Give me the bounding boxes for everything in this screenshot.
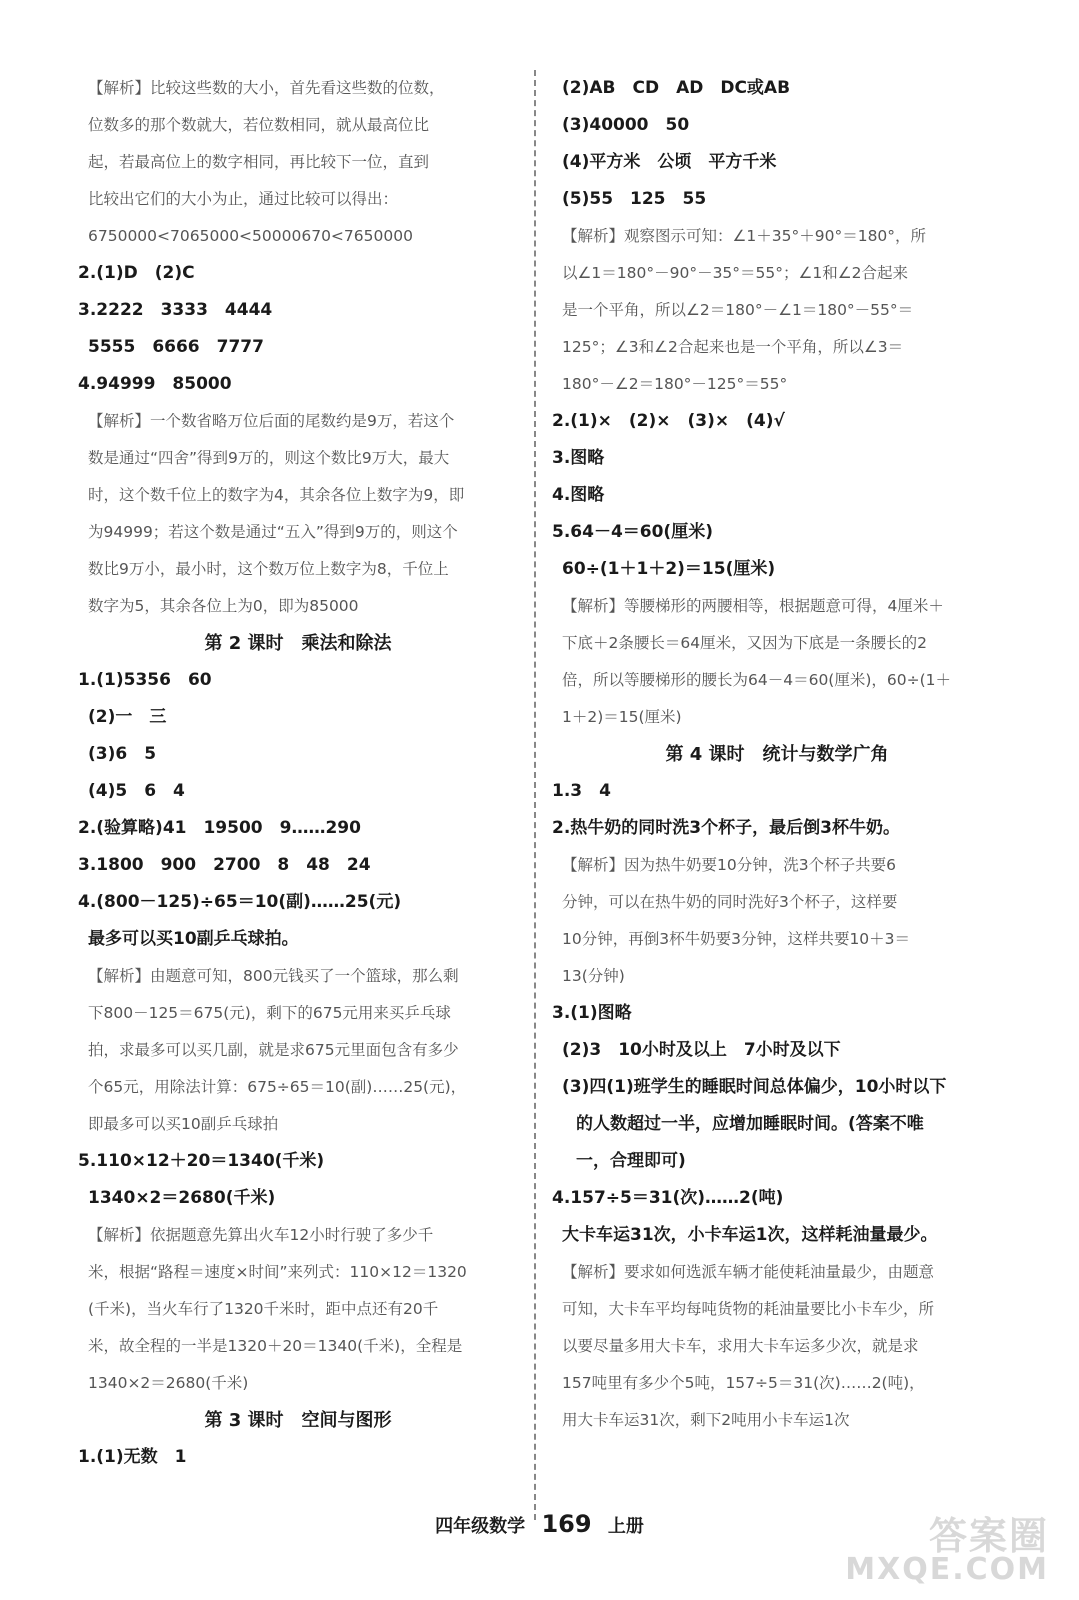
answer-line: 一，合理即可) <box>576 1151 686 1171</box>
analysis-line: 比较出它们的大小为止，通过比较可以得出： <box>88 190 399 208</box>
right-column <box>552 70 1002 1439</box>
section-heading: 第 4 课时 统计与数学广角 <box>665 744 889 765</box>
analysis-line: 以∠1＝180°－90°－35°＝55°；∠1和∠2合起来 <box>562 264 909 282</box>
answer-line: 4.(800－125)÷65＝10(副)……25(元) <box>78 892 402 912</box>
analysis-line: 【解析】因为热牛奶要10分钟，洗3个杯子共要6 <box>562 856 896 874</box>
analysis-line: 【解析】要求如何选派车辆才能使耗油量最少，由题意 <box>562 1263 935 1281</box>
answer-line: 最多可以买10副乒乓球拍。 <box>88 929 299 949</box>
answer-line: 3.图略 <box>552 448 605 468</box>
answer-line: 1340×2＝2680(千米) <box>88 1188 276 1208</box>
answer-line: 2.(1)× (2)× (3)× (4)√ <box>552 411 785 431</box>
analysis-line: 下800－125＝675(元)，剩下的675元用来买乒乓球 <box>88 1004 451 1022</box>
answer-line: 60÷(1＋1＋2)＝15(厘米) <box>562 559 776 579</box>
answer-line: 5.64－4＝60(厘米) <box>552 522 713 542</box>
answer-line: (2)一 三 <box>88 707 167 727</box>
answer-line: 3.(1)图略 <box>552 1003 632 1023</box>
analysis-line: 起，若最高位上的数字相同，再比较下一位，直到 <box>88 153 430 171</box>
analysis-line: 位数多的那个数就大，若位数相同，就从最高位比 <box>88 116 430 134</box>
answer-line: 1.(1)5356 60 <box>78 670 212 690</box>
section-heading: 第 3 课时 空间与图形 <box>204 1410 392 1431</box>
analysis-line: 【解析】由题意可知，800元钱买了一个篮球，那么剩 <box>88 967 459 985</box>
analysis-line: 倍，所以等腰梯形的腰长为64－4＝60(厘米)，60÷(1＋ <box>562 671 952 689</box>
analysis-line: 157吨里有多少个5吨，157÷5＝31(次)……2(吨)， <box>562 1374 925 1392</box>
analysis-line: 以要尽量多用大卡车，求用大卡车运多少次，就是求 <box>562 1337 919 1355</box>
analysis-line: 用大卡车运31次，剩下2吨用小卡车运1次 <box>562 1411 850 1429</box>
analysis-line: 数比9万小，最小时，这个数万位上数字为8，千位上 <box>88 560 449 578</box>
answer-line: (3)6 5 <box>88 744 157 764</box>
analysis-line: 125°；∠3和∠2合起来也是一个平角，所以∠3＝ <box>562 338 904 356</box>
answer-line: 1.3 4 <box>552 781 611 801</box>
analysis-line: 1＋2)＝15(厘米) <box>562 708 682 726</box>
answer-line: 1.(1)无数 1 <box>78 1447 187 1467</box>
analysis-line: 下底＋2条腰长＝64厘米，又因为下底是一条腰长的2 <box>562 634 927 652</box>
analysis-line: 【解析】观察图示可知：∠1＋35°＋90°＝180°，所 <box>562 227 927 245</box>
answer-line: 的人数超过一半，应增加睡眠时间。(答案不唯 <box>576 1114 924 1134</box>
answer-line: 2.热牛奶的同时洗3个杯子，最后倒3杯牛奶。 <box>552 818 900 838</box>
answer-line: 5.110×12＋20＝1340(千米) <box>78 1151 325 1171</box>
watermark-url: MXQE.COM <box>845 1552 1049 1587</box>
analysis-line: 个65元，用除法计算：675÷65＝10(副)……25(元)， <box>88 1078 467 1096</box>
answer-line: 3.1800 900 2700 8 48 24 <box>78 855 371 875</box>
analysis-line: 分钟，可以在热牛奶的同时洗好3个杯子，这样要 <box>562 893 898 911</box>
analysis-line: 即最多可以买10副乒乓球拍 <box>88 1115 279 1133</box>
page-number: 169 <box>541 1510 592 1538</box>
answer-line: 4.94999 85000 <box>78 374 232 394</box>
column-divider <box>534 70 536 1520</box>
analysis-line: 为94999；若这个数是通过“五入”得到9万的，则这个 <box>88 523 458 541</box>
answer-line: (2)AB CD AD DC或AB <box>562 78 791 98</box>
analysis-line: 数字为5，其余各位上为0，即为85000 <box>88 597 359 615</box>
analysis-line: 是一个平角，所以∠2＝180°－∠1＝180°－55°＝ <box>562 301 914 319</box>
answer-line: 5555 6666 7777 <box>88 337 264 357</box>
analysis-line: 时，这个数千位上的数字为4，其余各位上数字为9，即 <box>88 486 465 504</box>
analysis-line: 【解析】等腰梯形的两腰相等，根据题意可得，4厘米＋ <box>562 597 944 615</box>
answer-line: (2)3 10小时及以上 7小时及以下 <box>562 1040 841 1060</box>
footer-subject: 四年级数学 <box>435 1516 526 1537</box>
answer-line: (5)55 125 55 <box>562 189 707 209</box>
answer-line: 大卡车运31次，小卡车运1次，这样耗油量最少。 <box>562 1225 938 1245</box>
section-heading: 第 2 课时 乘法和除法 <box>204 633 392 654</box>
answer-line: 2.(验算略)41 19500 9……290 <box>78 818 361 838</box>
analysis-line: 13(分钟) <box>562 967 625 985</box>
analysis-line: 1340×2＝2680(千米) <box>88 1374 249 1392</box>
answer-line: (4)平方米 公顷 平方千米 <box>562 152 777 172</box>
footer-volume: 上册 <box>607 1516 644 1537</box>
analysis-line: 【解析】依据题意先算出火车12小时行驶了多少千 <box>88 1226 434 1244</box>
answer-line: 4.图略 <box>552 485 605 505</box>
watermark-logo: 答案圈 <box>928 1514 1049 1558</box>
answer-line: 2.(1)D (2)C <box>78 263 195 283</box>
analysis-line: 6750000<7065000<50000670<7650000 <box>88 227 413 245</box>
answer-line: 3.2222 3333 4444 <box>78 300 273 320</box>
answer-line: (3)四(1)班学生的睡眠时间总体偏少，10小时以下 <box>562 1077 947 1097</box>
analysis-line: 【解析】比较这些数的大小，首先看这些数的位数， <box>88 79 445 97</box>
answer-line: 4.157÷5＝31(次)……2(吨) <box>552 1188 784 1208</box>
left-column <box>78 70 518 1476</box>
page-footer <box>0 1510 1079 1538</box>
analysis-line: 米，故全程的一半是1320＋20＝1340(千米)，全程是 <box>88 1337 463 1355</box>
analysis-line: 10分钟，再倒3杯牛奶要3分钟，这样共要10＋3＝ <box>562 930 911 948</box>
analysis-line: 数是通过“四舍”得到9万的，则这个数比9万大，最大 <box>88 449 450 467</box>
analysis-line: 拍，求最多可以买几副，就是求675元里面包含有多少 <box>88 1041 459 1059</box>
analysis-line: 【解析】一个数省略万位后面的尾数约是9万，若这个 <box>88 412 455 430</box>
analysis-line: (千米)，当火车行了1320千米时，距中点还有20千 <box>88 1300 439 1318</box>
analysis-line: 可知，大卡车平均每吨货物的耗油量要比小卡车少，所 <box>562 1300 935 1318</box>
analysis-line: 米，根据“路程＝速度×时间”来列式：110×12＝1320 <box>88 1263 467 1281</box>
answer-line: (4)5 6 4 <box>88 781 185 801</box>
answer-line: (3)40000 50 <box>562 115 690 135</box>
analysis-line: 180°－∠2＝180°－125°＝55° <box>562 375 788 393</box>
